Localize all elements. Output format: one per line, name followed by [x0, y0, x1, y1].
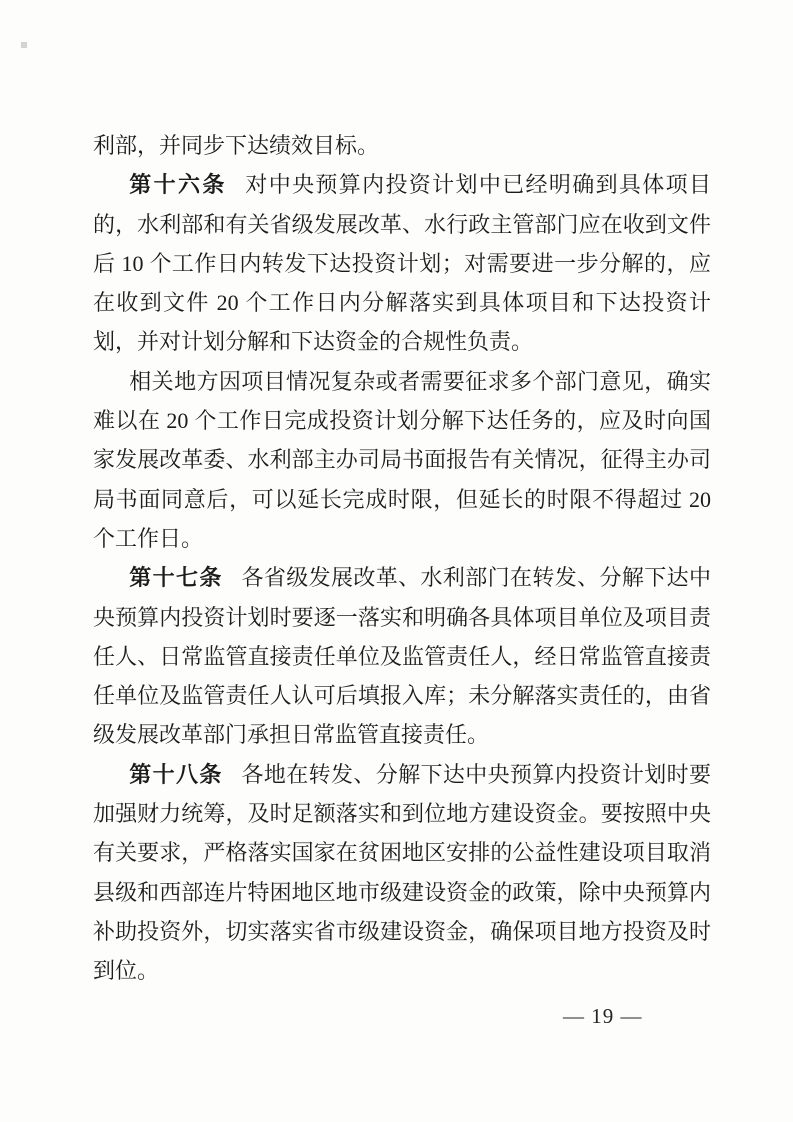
article-term: 第十八条	[129, 761, 223, 787]
paragraph-text: 利部，并同步下达绩效目标。	[93, 133, 380, 158]
paragraph	[93, 126, 711, 165]
paragraph	[93, 165, 711, 361]
article-term: 第十六条	[129, 172, 227, 198]
document-body	[93, 126, 711, 991]
article-term: 第十七条	[129, 565, 223, 591]
paragraph-text: 各地在转发、分解下达中央预算内投资计划时要加强财力统筹，及时足额落实和到位地方建设资金。要按照中央有关要求，严格落实国家在贫困地区安排的公益性建设项目取消县级和西部连片特困地区地市级建设资金的政策，除中央预算内补助投资外，切实落实省市级建设资金，确保项目地方投资及时到位。	[93, 761, 711, 984]
paragraph-text: 各省级发展改革、水利部门在转发、分解下达中央预算内投资计划时要逐一落实和明确各具体项目单位及项目责任人、日常监管直接责任单位及监管责任人，经日常监管直接责任单位及监管责任人认可后填报入库；未分解落实责任的，由省级发展改革部门承担日常监管直接责任。	[93, 565, 711, 748]
scan-artifact-speck	[21, 42, 27, 48]
paragraph-text: 对中央预算内投资计划中已经明确到具体项目的，水利部和有关省级发展改革、水行政主管部门应在收到文件后 10 个工作日内转发下达投资计划；对需要进一步分解的，应在收到文件 20 个工作日内分解落实到具体项目和下达投资计划，并对计划分解和下达资金的合规性负责。	[93, 172, 711, 355]
page-number: — 19 —	[563, 1004, 643, 1028]
paragraph	[93, 558, 711, 754]
paragraph	[93, 362, 711, 558]
paragraph	[93, 755, 711, 991]
paragraph-text: 相关地方因项目情况复杂或者需要征求多个部门意见，确实难以在 20 个工作日完成投资计划分解下达任务的，应及时向国家发展改革委、水利部主办司局书面报告有关情况，征得主办司局书面同意后，可以延长完成时限，但延长的时限不得超过 20 个工作日。	[93, 368, 711, 551]
